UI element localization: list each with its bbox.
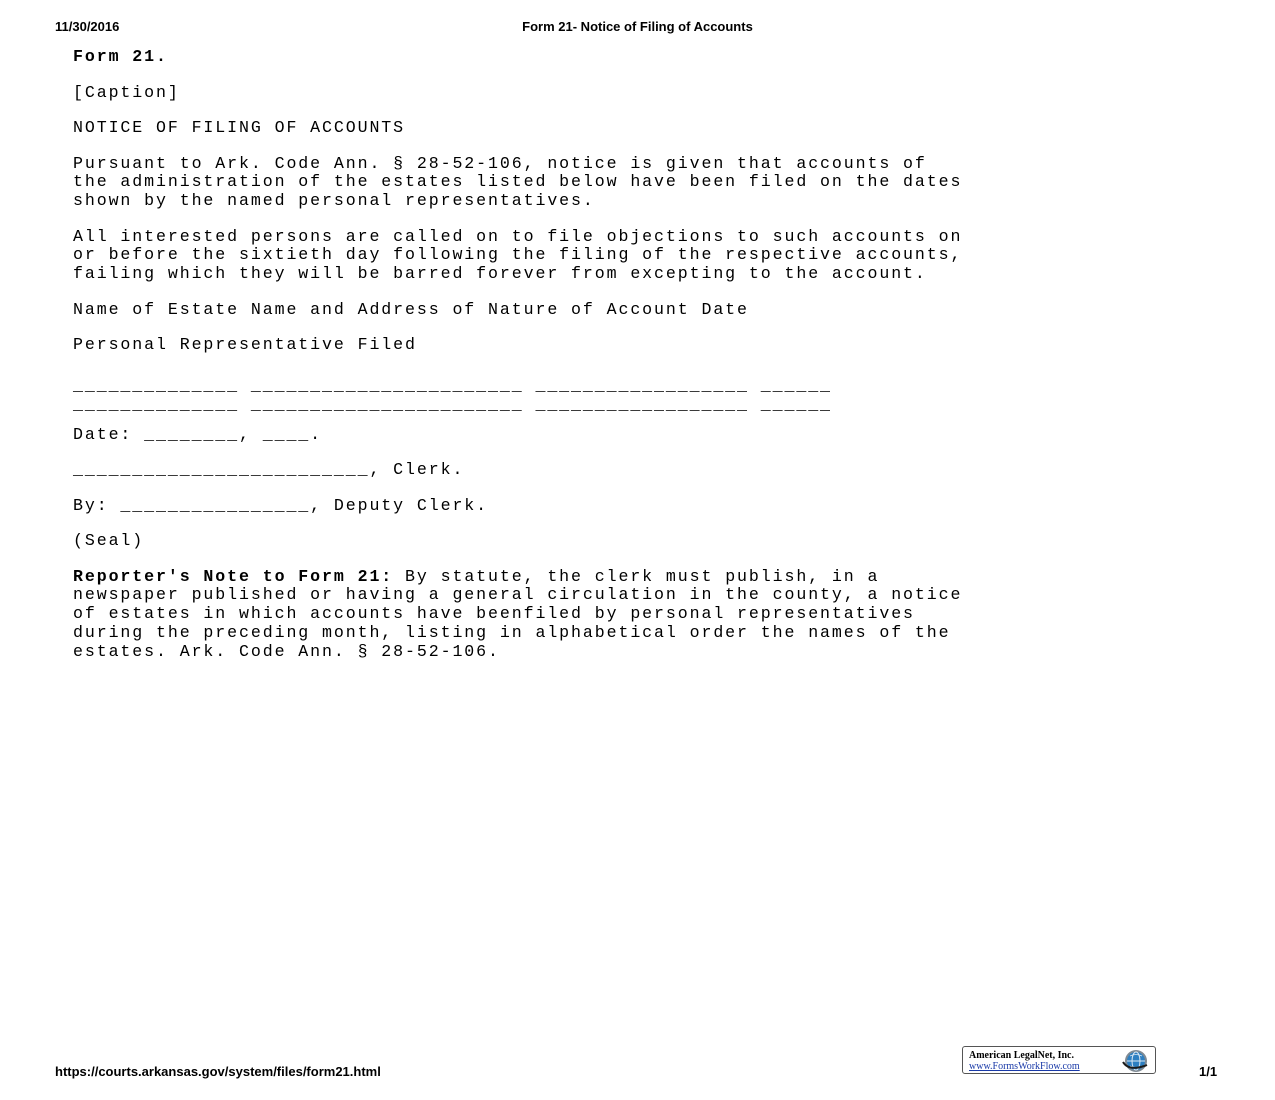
reporters-note-line: of estates in which accounts have beenfiled by personal representatives (73, 604, 915, 623)
american-legalnet-logo[interactable] (962, 1046, 1156, 1074)
form-caption: [Caption] (73, 83, 180, 102)
blank-entry-row: ______________ _______________________ __________________ ______ (73, 376, 832, 395)
page-url: https://courts.arkansas.gov/system/files/form21.html (55, 1064, 381, 1079)
paragraph-1-line: the administration of the estates listed below have been filed on the dates (73, 172, 963, 191)
paragraph-1-line: shown by the named personal representatives. (73, 191, 595, 210)
table-header: Personal Representative Filed (73, 335, 417, 354)
globe-icon (1119, 1048, 1153, 1074)
deputy-clerk-line: By: ________________, Deputy Clerk. (73, 496, 489, 515)
reporters-note-line: during the preceding month, listing in alphabetical order the names of the (73, 623, 951, 642)
seal-label: (Seal) (73, 531, 145, 550)
paragraph-1-line: Pursuant to Ark. Code Ann. § 28-52-106, notice is given that accounts of (73, 154, 927, 173)
reporters-note-line: newspaper published or having a general circulation in the county, a notice (73, 585, 963, 604)
print-title: Form 21- Notice of Filing of Accounts (522, 19, 753, 34)
page-number: 1/1 (1199, 1064, 1218, 1079)
clerk-signature-line: _________________________, Clerk. (73, 460, 465, 479)
logo-company-name: American LegalNet, Inc. (969, 1050, 1074, 1061)
form-heading: NOTICE OF FILING OF ACCOUNTS (73, 118, 406, 137)
paragraph-2-line: or before the sixtieth day following the filing of the respective accounts, (73, 245, 963, 264)
form-document (73, 0, 1243, 661)
blank-entry-row: ______________ _______________________ __________________ ______ (73, 395, 832, 414)
reporters-note-label: Reporter's Note to Form 21: (73, 567, 394, 586)
paragraph-2-line: All interested persons are called on to file objections to such accounts on (73, 227, 963, 246)
table-header: Name of Estate Name and Address of Nature of Account Date (73, 300, 749, 319)
reporters-note-line: estates. Ark. Code Ann. § 28-52-106. (73, 642, 500, 661)
reporters-note-line (73, 568, 879, 587)
logo-website-link[interactable]: www.FormsWorkFlow.com (969, 1061, 1080, 1072)
paragraph-2-line: failing which they will be barred forever from excepting to the account. (73, 264, 927, 283)
print-date: 11/30/2016 (55, 19, 120, 34)
form-number: Form 21. (73, 47, 168, 66)
date-line: Date: ________, ____. (73, 425, 323, 444)
reporters-note-text: By statute, the clerk must publish, in a (393, 567, 880, 586)
